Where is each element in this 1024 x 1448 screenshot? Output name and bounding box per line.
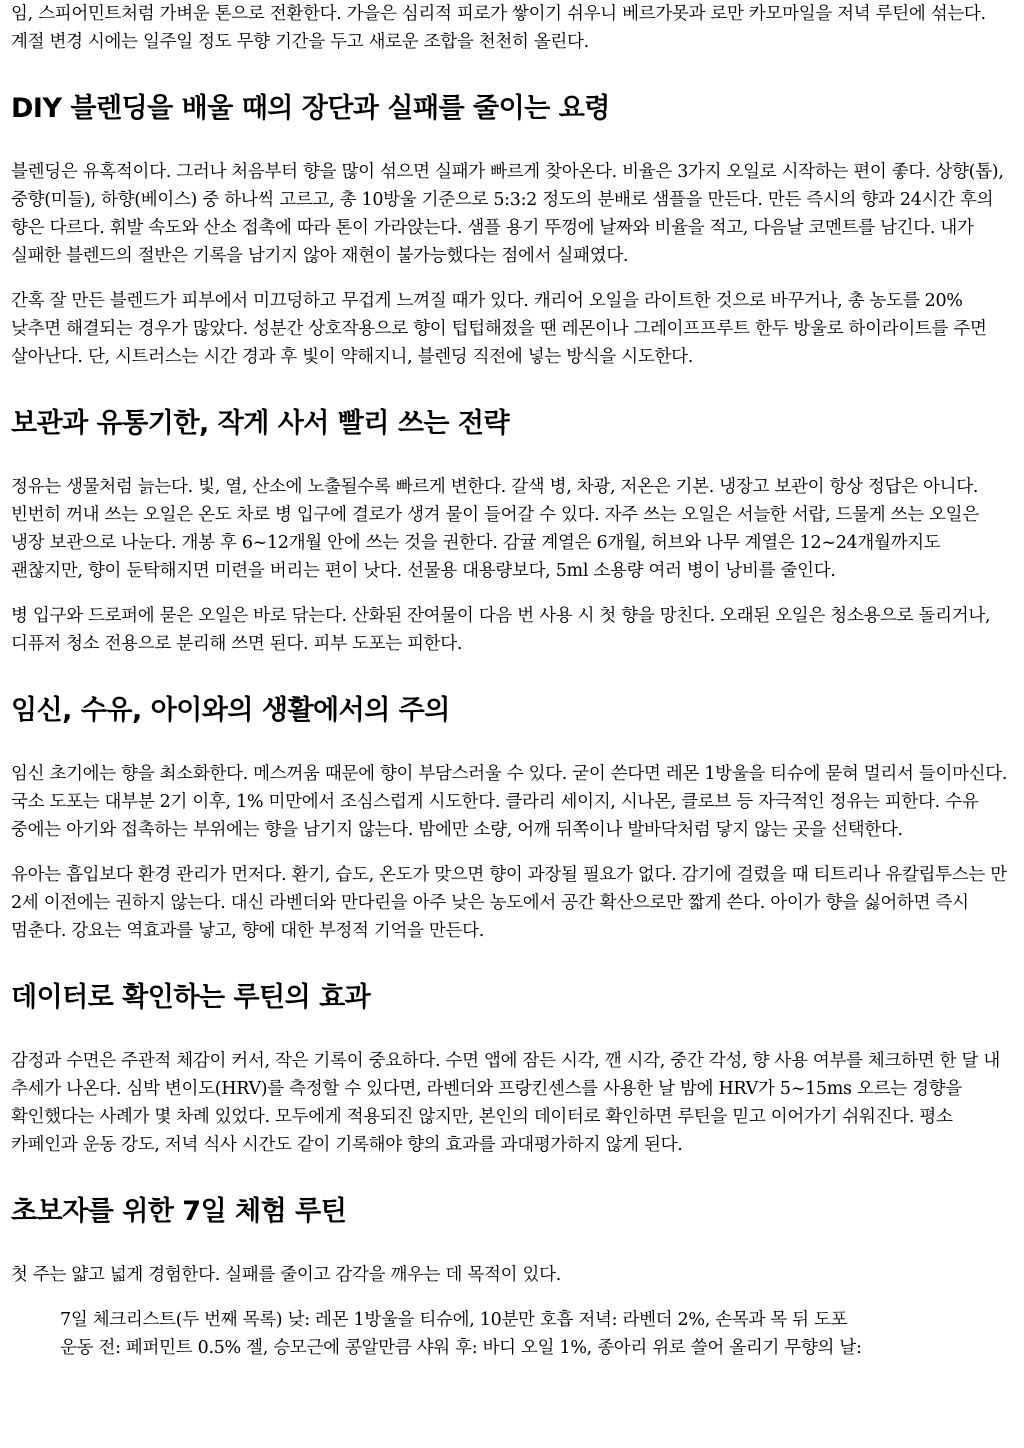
section-heading-diy-blending: DIY 블렌딩을 배울 때의 장단과 실패를 줄이는 요령 [11, 93, 610, 124]
section-heading-storage: 보관과 유통기한, 작게 사서 빨리 쓰는 전략 [11, 408, 510, 439]
paragraph-pregnancy-1: 임신 초기에는 향을 최소화한다. 메스꺼움 때문에 향이 부담스러울 수 있다. 굳이 쓴다면 레몬 1방울을 티슈에 묻혀 멀리서 들이마신다. 국소 도포는 대부분 2기 이후, 1% 미만에서 조심스럽게 시도한다. 클라리 세이지, 시나몬, 클로브 등 자극적인 정유는 피한다. 수유 중에는 아기와 접촉하는 부위에는 향을 남기지 않는다. 밤에만 소량, 어깨 뒤쪽이나 발바닥처럼 닿지 않는 곳을 선택한다. [11, 764, 1008, 840]
paragraph-diy-blending-1: 블렌딩은 유혹적이다. 그러나 처음부터 향을 많이 섞으면 실패가 빠르게 찾아온다. 비율은 3가지 오일로 시작하는 편이 좋다. 상향(톱), 중향(미들), 하향(베이스) 중 하나씩 고르고, 총 10방울 기준으로 5:3:2 정도의 분배로 샘플을 만든다. 만든 즉시의 향과 24시간 후의 향은 다르다. 휘발 속도와 산소 접촉에 따라 톤이 가라앉는다. 샘플 용기 뚜껑에 날짜와 비율을 적고, 다음날 코멘트를 남긴다. 내가 실패한 블렌드의 절반은 기록을 남기지 않아 재현이 불가능했다는 점에서 실패였다. [11, 162, 1004, 266]
article-body [11, 0, 1013, 1362]
seven-day-checklist [11, 1306, 1013, 1362]
paragraph-data-1: 감정과 수면은 주관적 체감이 커서, 작은 기록이 중요하다. 수면 앱에 잠든 시각, 깬 시각, 중간 각성, 향 사용 여부를 체크하면 한 달 내 추세가 나온다. 심박 변이도(HRV)를 측정할 수 있다면, 라벤더와 프랑킨센스를 사용한 날 밤에 HRV가 5~15ms 오르는 경향을 확인했다는 사례가 몇 차례 있었다. 모두에게 적용되진 않지만, 본인의 데이터로 확인하면 루틴을 믿고 이어가기 쉬워진다. 평소 카페인과 운동 강도, 저녁 식사 시간도 같이 기록해야 향의 효과를 과대평가하지 않게 된다. [11, 1051, 1000, 1155]
section-heading-pregnancy: 임신, 수유, 아이와의 생활에서의 주의 [11, 695, 450, 726]
section-heading-data: 데이터로 확인하는 루틴의 효과 [11, 982, 371, 1013]
intro-paragraph: 임, 스피어민트처럼 가벼운 톤으로 전환한다. 가을은 심리적 피로가 쌓이기 쉬우니 베르가못과 로만 카모마일을 저녁 루틴에 섞는다. 계절 변경 시에는 일주일 정도 무향 기간을 두고 새로운 조합을 천천히 올린다. [11, 4, 986, 52]
paragraph-storage-1: 정유는 생물처럼 늙는다. 빛, 열, 산소에 노출될수록 빠르게 변한다. 갈색 병, 차광, 저온은 기본. 냉장고 보관이 항상 정답은 아니다. 빈번히 꺼내 쓰는 오일은 온도 차로 병 입구에 결로가 생겨 물이 들어갈 수 있다. 자주 쓰는 오일은 서늘한 서랍, 드물게 쓰는 오일은 냉장 보관으로 나눈다. 개봉 후 6~12개월 안에 쓰는 것을 권한다. 감귤 계열은 6개월, 허브와 나무 계열은 12~24개월까지도 괜찮지만, 향이 둔탁해지면 미련을 버리는 편이 낫다. 선물용 대용량보다, 5ml 소용량 여러 병이 낭비를 줄인다. [11, 477, 979, 581]
checklist-line: 7일 체크리스트(두 번째 목록) 낮: 레몬 1방울을 티슈에, 10분만 호흡 저녁: 라벤더 2%, 손목과 목 뒤 도포 [60, 1310, 848, 1330]
paragraph-diy-blending-2: 간혹 잘 만든 블렌드가 피부에서 미끄덩하고 무겁게 느껴질 때가 있다. 캐리어 오일을 라이트한 것으로 바꾸거나, 총 농도를 20% 낮추면 해결되는 경우가 많았다. 성분간 상호작용으로 향이 텁텁해졌을 땐 레몬이나 그레이프프루트 한두 방울로 하이라이트를 주면 살아난다. 단, 시트러스는 시간 경과 후 빛이 약해지니, 블렌딩 직전에 넣는 방식을 시도한다. [11, 291, 987, 367]
paragraph-storage-2: 병 입구와 드로퍼에 묻은 오일은 바로 닦는다. 산화된 잔여물이 다음 번 사용 시 첫 향을 망친다. 오래된 오일은 청소용으로 돌리거나, 디퓨저 청소 전용으로 분리해 쓰면 된다. 피부 도포는 피한다. [11, 606, 991, 654]
paragraph-7day-routine-1: 첫 주는 얇고 넓게 경험한다. 실패를 줄이고 감각을 깨우는 데 목적이 있다. [11, 1265, 561, 1285]
section-heading-7day-routine: 초보자를 위한 7일 체험 루틴 [11, 1196, 347, 1227]
checklist-line: 운동 전: 페퍼민트 0.5% 젤, 승모근에 콩알만큼 샤워 후: 바디 오일 1%, 종아리 위로 쓸어 올리기 무향의 날: [60, 1338, 862, 1358]
paragraph-pregnancy-2: 유아는 흡입보다 환경 관리가 먼저다. 환기, 습도, 온도가 맞으면 향이 과장될 필요가 없다. 감기에 걸렸을 때 티트리나 유칼립투스는 만 2세 이전에는 권하지 않는다. 대신 라벤더와 만다린을 아주 낮은 농도에서 공간 확산으로만 짧게 쓴다. 아이가 향을 싫어하면 즉시 멈춘다. 강요는 역효과를 낳고, 향에 대한 부정적 기억을 만든다. [11, 865, 1007, 941]
